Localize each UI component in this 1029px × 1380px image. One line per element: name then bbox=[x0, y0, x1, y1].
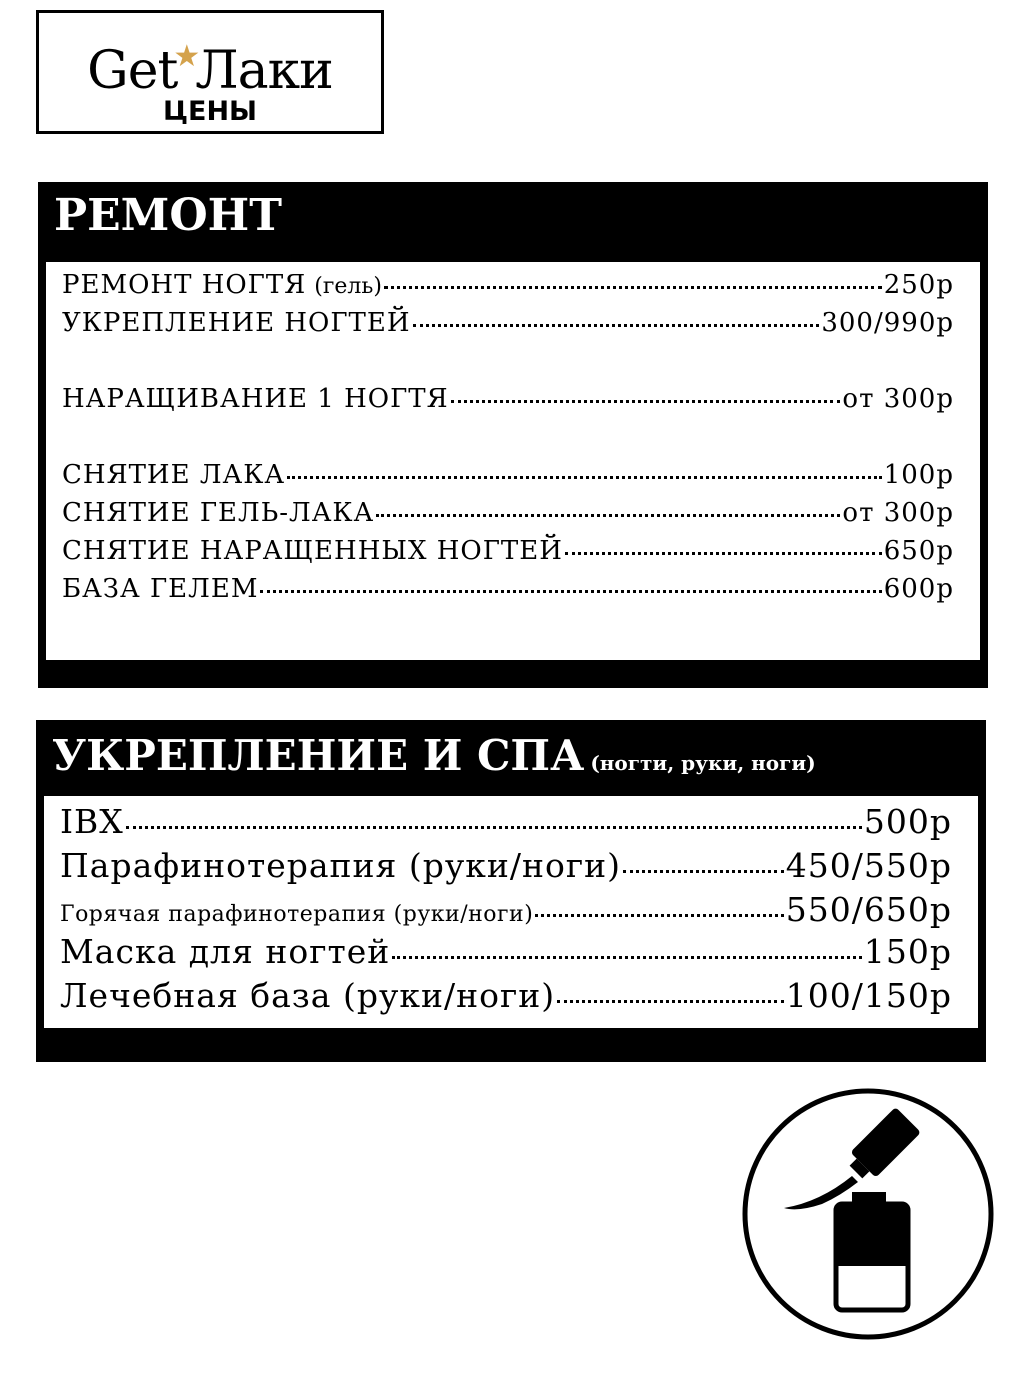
price-row bbox=[62, 308, 954, 338]
row-label: УКРЕПЛЕНИЕ НОГТЕЙ bbox=[62, 308, 411, 338]
row-price: 150р bbox=[863, 932, 952, 971]
dot-leader bbox=[535, 914, 784, 917]
section-spa-note: (ногти, руки, ноги) bbox=[590, 751, 816, 775]
price-row bbox=[60, 932, 952, 971]
row-price: 100/150р bbox=[785, 976, 952, 1015]
section-repair-title: РЕМОНТ bbox=[54, 190, 282, 241]
row-label: РЕМОНТ НОГТЯ bbox=[62, 270, 307, 300]
row-label: IBX bbox=[60, 802, 124, 841]
price-row bbox=[62, 574, 954, 604]
brand-logo bbox=[39, 27, 381, 101]
section-spa-title bbox=[52, 728, 816, 791]
row-price: 600р bbox=[883, 574, 954, 604]
price-row bbox=[62, 384, 954, 414]
brand-right: Лаки bbox=[195, 41, 333, 101]
row-label: Парафинотерапия (руки/ноги) bbox=[60, 846, 621, 885]
section-strengthening-spa bbox=[36, 720, 986, 1062]
section-repair bbox=[38, 182, 988, 688]
dot-leader bbox=[376, 514, 840, 517]
star-icon: ★ bbox=[173, 39, 200, 74]
price-row bbox=[60, 976, 952, 1015]
row-price: 250р bbox=[883, 270, 954, 300]
price-row bbox=[62, 460, 954, 490]
logo-subtitle: ЦЕНЫ bbox=[162, 96, 258, 127]
dot-leader bbox=[384, 286, 882, 289]
price-row bbox=[60, 846, 952, 885]
dot-leader bbox=[392, 956, 862, 959]
row-label: Маска для ногтей bbox=[60, 932, 391, 971]
row-label: СНЯТИЕ ЛАКА bbox=[62, 460, 286, 490]
dot-leader bbox=[451, 400, 841, 403]
row-price: 100р bbox=[883, 460, 954, 490]
section-spa-panel bbox=[44, 796, 978, 1028]
dot-leader bbox=[565, 552, 882, 555]
row-price: 650р bbox=[883, 536, 954, 566]
section-repair-panel bbox=[46, 262, 980, 660]
row-price: 550/650р bbox=[785, 890, 952, 929]
brand-left: Get bbox=[87, 41, 178, 101]
price-row bbox=[62, 270, 954, 300]
row-label: Лечебная база (руки/ноги) bbox=[60, 976, 556, 1015]
row-note: (гель) bbox=[314, 274, 382, 299]
row-label: СНЯТИЕ ГЕЛЬ-ЛАКА bbox=[62, 498, 375, 528]
row-price: 500р bbox=[863, 802, 952, 841]
dot-leader bbox=[287, 476, 882, 479]
price-row bbox=[62, 536, 954, 566]
logo-box bbox=[36, 10, 384, 134]
row-label: СНЯТИЕ НАРАЩЕННЫХ НОГТЕЙ bbox=[62, 536, 563, 566]
price-row bbox=[60, 890, 952, 929]
row-price: от 300р bbox=[842, 498, 954, 528]
dot-leader bbox=[413, 324, 820, 327]
dot-leader bbox=[260, 590, 881, 593]
row-price: от 300р bbox=[842, 384, 954, 414]
row-price: 450/550р bbox=[785, 846, 952, 885]
row-label: БАЗА ГЕЛЕМ bbox=[62, 574, 259, 604]
dot-leader bbox=[623, 870, 784, 873]
dot-leader bbox=[557, 1000, 784, 1003]
row-label: Горячая парафинотерапия (руки/ноги) bbox=[60, 902, 534, 927]
nail-polish-icon bbox=[740, 1080, 996, 1348]
row-label: НАРАЩИВАНИЕ 1 НОГТЯ bbox=[62, 384, 449, 414]
row-price: 300/990р bbox=[821, 308, 954, 338]
price-row bbox=[62, 498, 954, 528]
section-spa-title-text: УКРЕПЛЕНИЕ И СПА bbox=[52, 731, 585, 780]
price-row bbox=[60, 802, 952, 841]
dot-leader bbox=[126, 826, 862, 829]
